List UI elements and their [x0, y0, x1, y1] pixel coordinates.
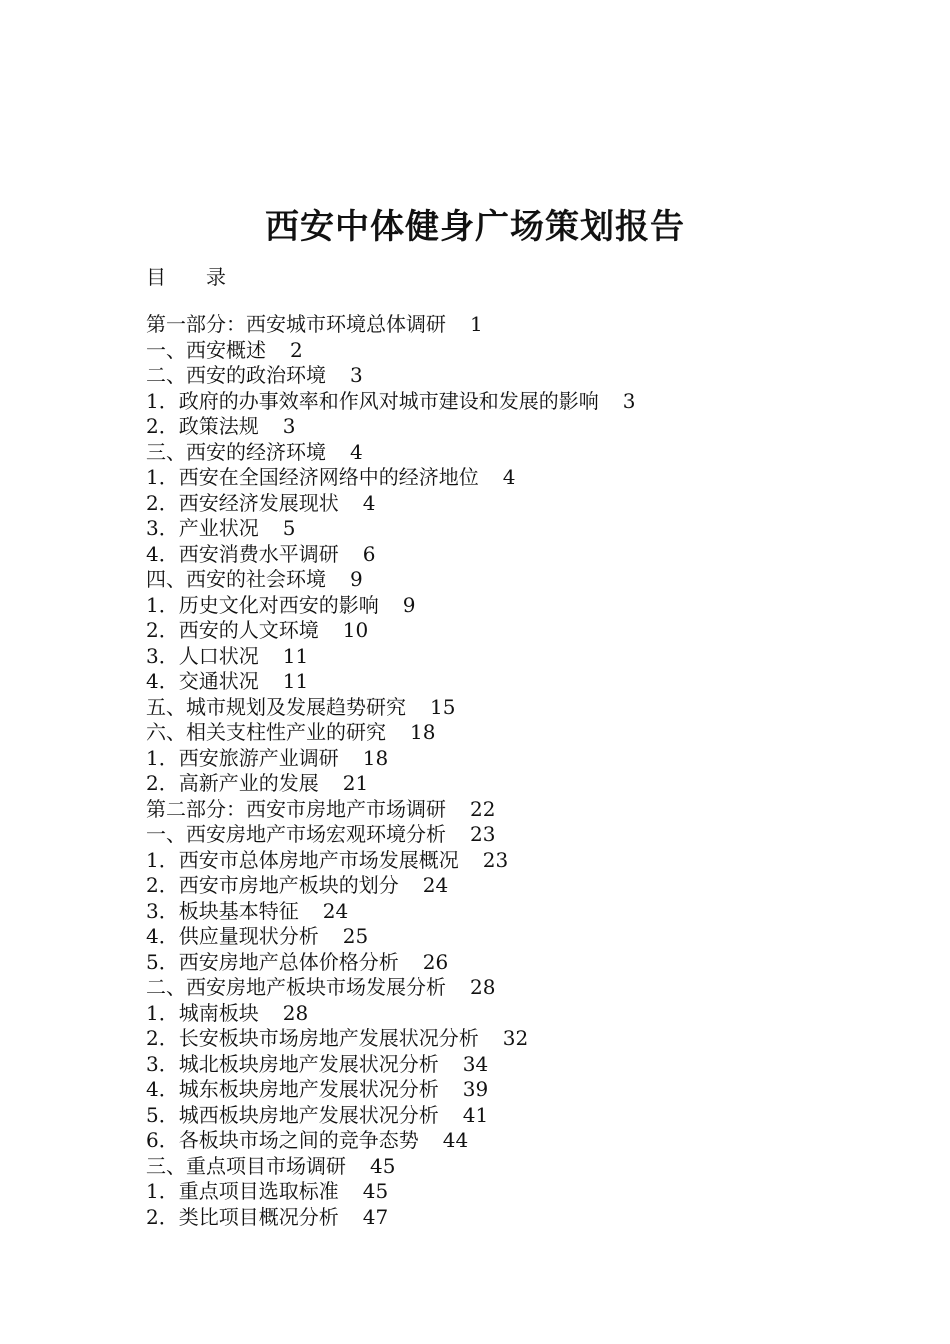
toc-entry[interactable] — [146, 1001, 635, 1027]
toc-entry-page-number: 25 — [342, 924, 369, 948]
toc-entry-title: 四、西安的社会环境 — [146, 567, 326, 591]
toc-entry[interactable] — [146, 720, 635, 746]
toc-entry[interactable] — [146, 848, 635, 874]
toc-entry-title: 五、城市规划及发展趋势研究 — [146, 694, 406, 719]
toc-entry-page-number: 2 — [290, 337, 303, 362]
toc-entry[interactable] — [146, 1128, 635, 1154]
toc-entry-title: 二、西安房地产板块市场发展分析 — [146, 975, 446, 999]
toc-entry[interactable] — [146, 644, 635, 670]
toc-entry[interactable] — [146, 414, 635, 440]
toc-entry-title: 二、西安的政治环境 — [146, 363, 326, 387]
toc-entry[interactable] — [146, 593, 635, 619]
toc-entry-title: 第一部分：西安城市环境总体调研 — [146, 312, 446, 336]
toc-entry-page-number: 44 — [442, 1128, 469, 1152]
toc-entry-page-number: 4 — [362, 490, 376, 515]
toc-entry[interactable] — [146, 1179, 635, 1205]
toc-entry-page-number: 24 — [322, 898, 349, 923]
toc-entry[interactable] — [146, 465, 635, 491]
toc-entry-title: 2．西安的人文环境 — [146, 618, 319, 642]
toc-entry-page-number: 11 — [282, 643, 309, 668]
toc-entry-title: 4．城东板块房地产发展状况分析 — [146, 1077, 439, 1101]
toc-entry-page-number: 10 — [342, 618, 369, 642]
toc-entry-page-number: 11 — [282, 669, 309, 693]
toc-entry-page-number: 45 — [370, 1153, 396, 1178]
toc-entry[interactable] — [146, 1154, 635, 1180]
toc-entry-page-number: 21 — [342, 771, 369, 795]
toc-entry-title: 1．西安在全国经济网络中的经济地位 — [146, 465, 479, 489]
toc-entry-title: 6．各板块市场之间的竞争态势 — [146, 1128, 419, 1152]
toc-entry[interactable] — [146, 389, 635, 415]
toc-entry[interactable] — [146, 338, 635, 364]
toc-entry[interactable] — [146, 669, 635, 695]
toc-entry-page-number: 4 — [350, 439, 363, 464]
toc-entry-title: 2．西安市房地产板块的划分 — [146, 873, 399, 897]
toc-entry-page-number: 18 — [410, 720, 436, 744]
toc-entry-page-number: 23 — [470, 822, 496, 846]
toc-entry[interactable] — [146, 975, 635, 1001]
toc-entry-page-number: 28 — [470, 975, 496, 999]
toc-entry-page-number: 3 — [282, 414, 296, 438]
toc-entry[interactable] — [146, 542, 635, 568]
toc-entry-title: 六、相关支柱性产业的研究 — [146, 720, 386, 744]
toc-entry[interactable] — [146, 797, 635, 823]
toc-entry-page-number: 41 — [462, 1102, 489, 1127]
toc-entry[interactable] — [146, 491, 635, 517]
toc-entry-title: 1．历史文化对西安的影响 — [146, 592, 379, 617]
toc-entry-title: 5．城西板块房地产发展状况分析 — [146, 1102, 439, 1127]
toc-entry[interactable] — [146, 924, 635, 950]
toc-entry-page-number: 47 — [362, 1204, 389, 1229]
toc-entry-title: 一、西安房地产市场宏观环境分析 — [146, 822, 446, 846]
toc-entry-title: 3．板块基本特征 — [146, 898, 299, 923]
toc-entry[interactable] — [146, 1103, 635, 1129]
toc-entry-page-number: 1 — [470, 312, 483, 336]
toc-heading — [146, 263, 226, 291]
toc-entry-title: 1．西安市总体房地产市场发展概况 — [146, 847, 459, 872]
toc-entry[interactable] — [146, 1205, 635, 1231]
toc-entry[interactable] — [146, 1026, 635, 1052]
toc-entry-title: 3．城北板块房地产发展状况分析 — [146, 1051, 439, 1076]
toc-entry-page-number: 3 — [350, 363, 363, 387]
toc-entry-title: 1．西安旅游产业调研 — [146, 745, 339, 770]
toc-entry[interactable] — [146, 516, 635, 542]
toc-entry-title: 4．供应量现状分析 — [146, 924, 319, 948]
toc-entry[interactable] — [146, 771, 635, 797]
toc-entry[interactable] — [146, 363, 635, 389]
toc-entry-page-number: 9 — [350, 567, 363, 591]
toc-entry-page-number: 6 — [362, 541, 376, 566]
toc-entry-page-number: 4 — [502, 465, 516, 489]
toc-entry-page-number: 34 — [462, 1051, 489, 1076]
toc-heading-char-1: 目 — [146, 265, 166, 289]
toc-entry-page-number: 28 — [282, 1000, 309, 1025]
toc-entry-page-number: 45 — [362, 1179, 389, 1203]
toc-entry-page-number: 18 — [362, 745, 389, 770]
toc-entry-page-number: 15 — [430, 694, 456, 719]
toc-entry[interactable] — [146, 695, 635, 721]
toc-entry[interactable] — [146, 746, 635, 772]
toc-entry-title: 4．交通状况 — [146, 669, 259, 693]
toc-entry-title: 一、西安概述 — [146, 337, 266, 362]
toc-entry-title: 三、西安的经济环境 — [146, 439, 326, 464]
toc-entry-title: 2．高新产业的发展 — [146, 771, 319, 795]
toc-entry-page-number: 32 — [502, 1026, 529, 1050]
table-of-contents — [146, 312, 635, 1230]
toc-entry-title: 2．西安经济发展现状 — [146, 490, 339, 515]
toc-entry[interactable] — [146, 950, 635, 976]
toc-entry-title: 1．重点项目选取标准 — [146, 1179, 339, 1203]
toc-entry-title: 2．长安板块市场房地产发展状况分析 — [146, 1026, 479, 1050]
toc-entry-title: 5．西安房地产总体价格分析 — [146, 949, 399, 974]
toc-entry[interactable] — [146, 1052, 635, 1078]
toc-entry-page-number: 39 — [462, 1077, 489, 1101]
toc-entry-page-number: 3 — [622, 388, 636, 413]
toc-entry-title: 第二部分：西安市房地产市场调研 — [146, 796, 446, 821]
toc-entry-title: 2．类比项目概况分析 — [146, 1204, 339, 1229]
toc-entry-page-number: 22 — [470, 796, 496, 821]
document-title: 西安中体健身广场策划报告 — [265, 206, 685, 247]
toc-entry-title: 4．西安消费水平调研 — [146, 541, 339, 566]
toc-entry-page-number: 9 — [402, 592, 416, 617]
toc-heading-char-2: 录 — [206, 265, 226, 289]
toc-entry[interactable] — [146, 822, 635, 848]
toc-entry-title: 1．政府的办事效率和作风对城市建设和发展的影响 — [146, 388, 599, 413]
toc-entry-title: 3．产业状况 — [146, 516, 259, 540]
toc-entry-title: 3．人口状况 — [146, 643, 259, 668]
toc-entry[interactable] — [146, 567, 635, 593]
toc-entry-page-number: 5 — [282, 516, 296, 540]
toc-entry[interactable] — [146, 1077, 635, 1103]
toc-entry-title: 1．城南板块 — [146, 1000, 259, 1025]
toc-entry[interactable] — [146, 312, 635, 338]
toc-entry[interactable] — [146, 899, 635, 925]
toc-entry-page-number: 24 — [422, 873, 449, 897]
toc-entry-page-number: 26 — [422, 949, 449, 974]
toc-entry-page-number: 23 — [482, 847, 509, 872]
toc-entry[interactable] — [146, 618, 635, 644]
toc-entry-title: 三、重点项目市场调研 — [146, 1153, 346, 1178]
toc-entry[interactable] — [146, 440, 635, 466]
toc-entry-title: 2．政策法规 — [146, 414, 259, 438]
toc-entry[interactable] — [146, 873, 635, 899]
